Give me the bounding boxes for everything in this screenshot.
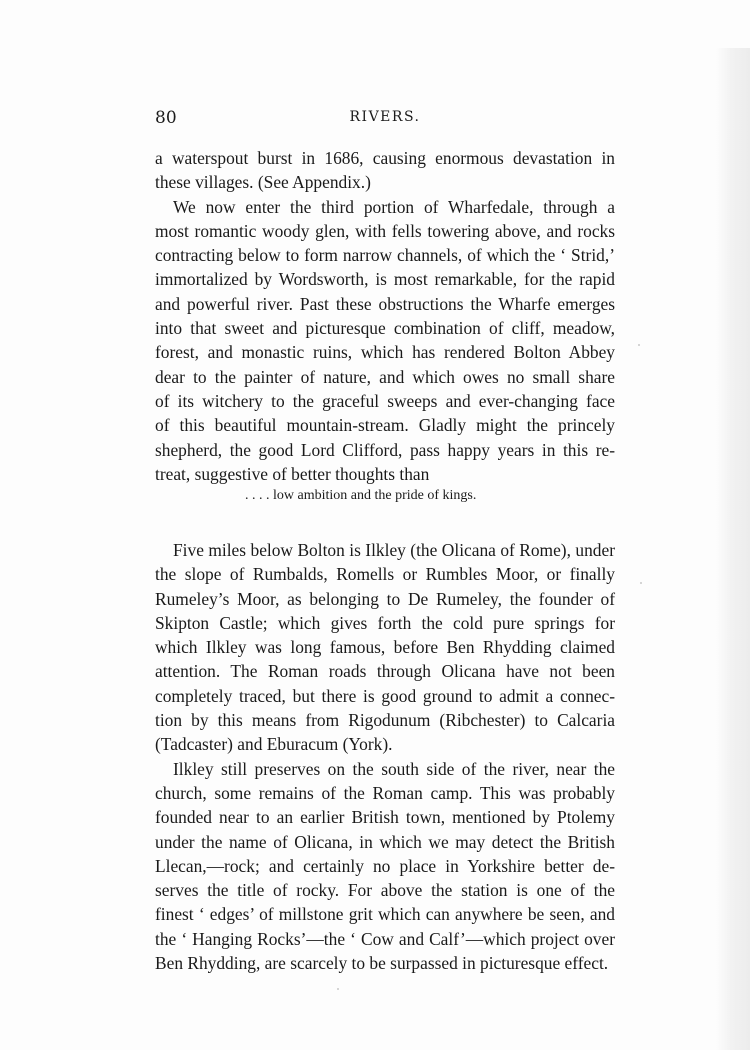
- text-line: serves the title of rocky. For above the station is one of the: [155, 880, 615, 901]
- text-line: immortalized by Wordsworth, is most remarkable, for the rapid: [155, 269, 615, 290]
- text-line: completely traced, but there is good ground to admit a connec-: [155, 685, 615, 706]
- text-line: Five miles below Bolton is Ilkley (the Olicana of Rome), under: [173, 540, 615, 560]
- paper-speck: [640, 582, 642, 584]
- text-line: attention. The Roman roads through Olicana have not been: [155, 661, 615, 682]
- text-line: shepherd, the good Lord Clifford, pass happy years in this re-: [155, 439, 615, 460]
- text-line: tion by this means from Rigodunum (Ribchester) to Calcaria: [155, 710, 615, 731]
- text-line: most romantic woody glen, with fells towering above, and rocks: [155, 220, 615, 241]
- text-line: Ilkley still preserves on the south side of the river, near the: [173, 758, 615, 779]
- text-line: church, some remains of the Roman camp. This was probably: [155, 782, 615, 803]
- text-line: Rumeley’s Moor, as belonging to De Rumeley, the founder of: [155, 588, 615, 609]
- paper-speck: [638, 344, 640, 346]
- paragraph: [155, 146, 615, 195]
- text-line: (Tadcaster) and Eburacum (York).: [155, 734, 393, 755]
- paragraph: [155, 195, 615, 487]
- quotation-text: . . . . low ambition and the pride of kings.: [245, 488, 477, 503]
- text-line: Llecan,—rock; and certainly no place in Yorkshire better de-: [155, 855, 615, 876]
- text-line: and powerful river. Past these obstructions the Wharfe emerges: [155, 293, 615, 314]
- text-line: of this beautiful mountain-stream. Gladly might the princely: [155, 415, 615, 436]
- text-line: founded near to an earlier British town, mentioned by Ptolemy: [155, 807, 615, 828]
- text-line: which Ilkley was long famous, before Ben Rhydding claimed: [155, 637, 615, 658]
- text-line: into that sweet and picturesque combination of cliff, meadow,: [155, 318, 615, 339]
- text-line: Skipton Castle; which gives forth the cold pure springs for: [155, 612, 615, 633]
- page-number: 80: [155, 108, 177, 128]
- text-line: treat, suggestive of better thoughts than: [155, 463, 430, 484]
- paragraph: [155, 757, 615, 976]
- paper-speck: [337, 988, 339, 990]
- text-line: the ‘ Hanging Rocks’—the ‘ Cow and Calf’—which project over: [155, 928, 615, 949]
- text-line: of its witchery to the graceful sweeps and ever-changing face: [155, 390, 615, 411]
- text-line: these villages. (See Appendix.): [155, 172, 371, 193]
- body-text-top: [155, 146, 615, 486]
- text-line: dear to the painter of nature, and which owes no small share: [155, 366, 615, 387]
- text-line: contracting below to form narrow channels, of which the ‘ Strid,’: [155, 245, 615, 266]
- text-line: the slope of Rumbalds, Romells or Rumbles Moor, or finally: [155, 564, 615, 585]
- body-text-bottom: [155, 538, 615, 975]
- page-header: [155, 108, 615, 134]
- running-title: RIVERS.: [349, 109, 421, 125]
- text-line: forest, and monastic ruins, which has rendered Bolton Abbey: [155, 342, 615, 363]
- text-line: Ben Rhydding, are scarcely to be surpassed in picturesque effect.: [155, 953, 609, 974]
- quotation: [155, 488, 615, 504]
- page-edge-shadow: [716, 48, 750, 1050]
- paragraph: [155, 538, 615, 757]
- text-line: finest ‘ edges’ of millstone grit which can anywhere be seen, and: [155, 904, 615, 925]
- text-line: We now enter the third portion of Wharfedale, through a: [173, 196, 615, 217]
- text-line: under the name of Olicana, in which we may detect the British: [155, 831, 615, 852]
- text-line: a waterspout burst in 1686, causing enormous devastation in: [155, 148, 615, 168]
